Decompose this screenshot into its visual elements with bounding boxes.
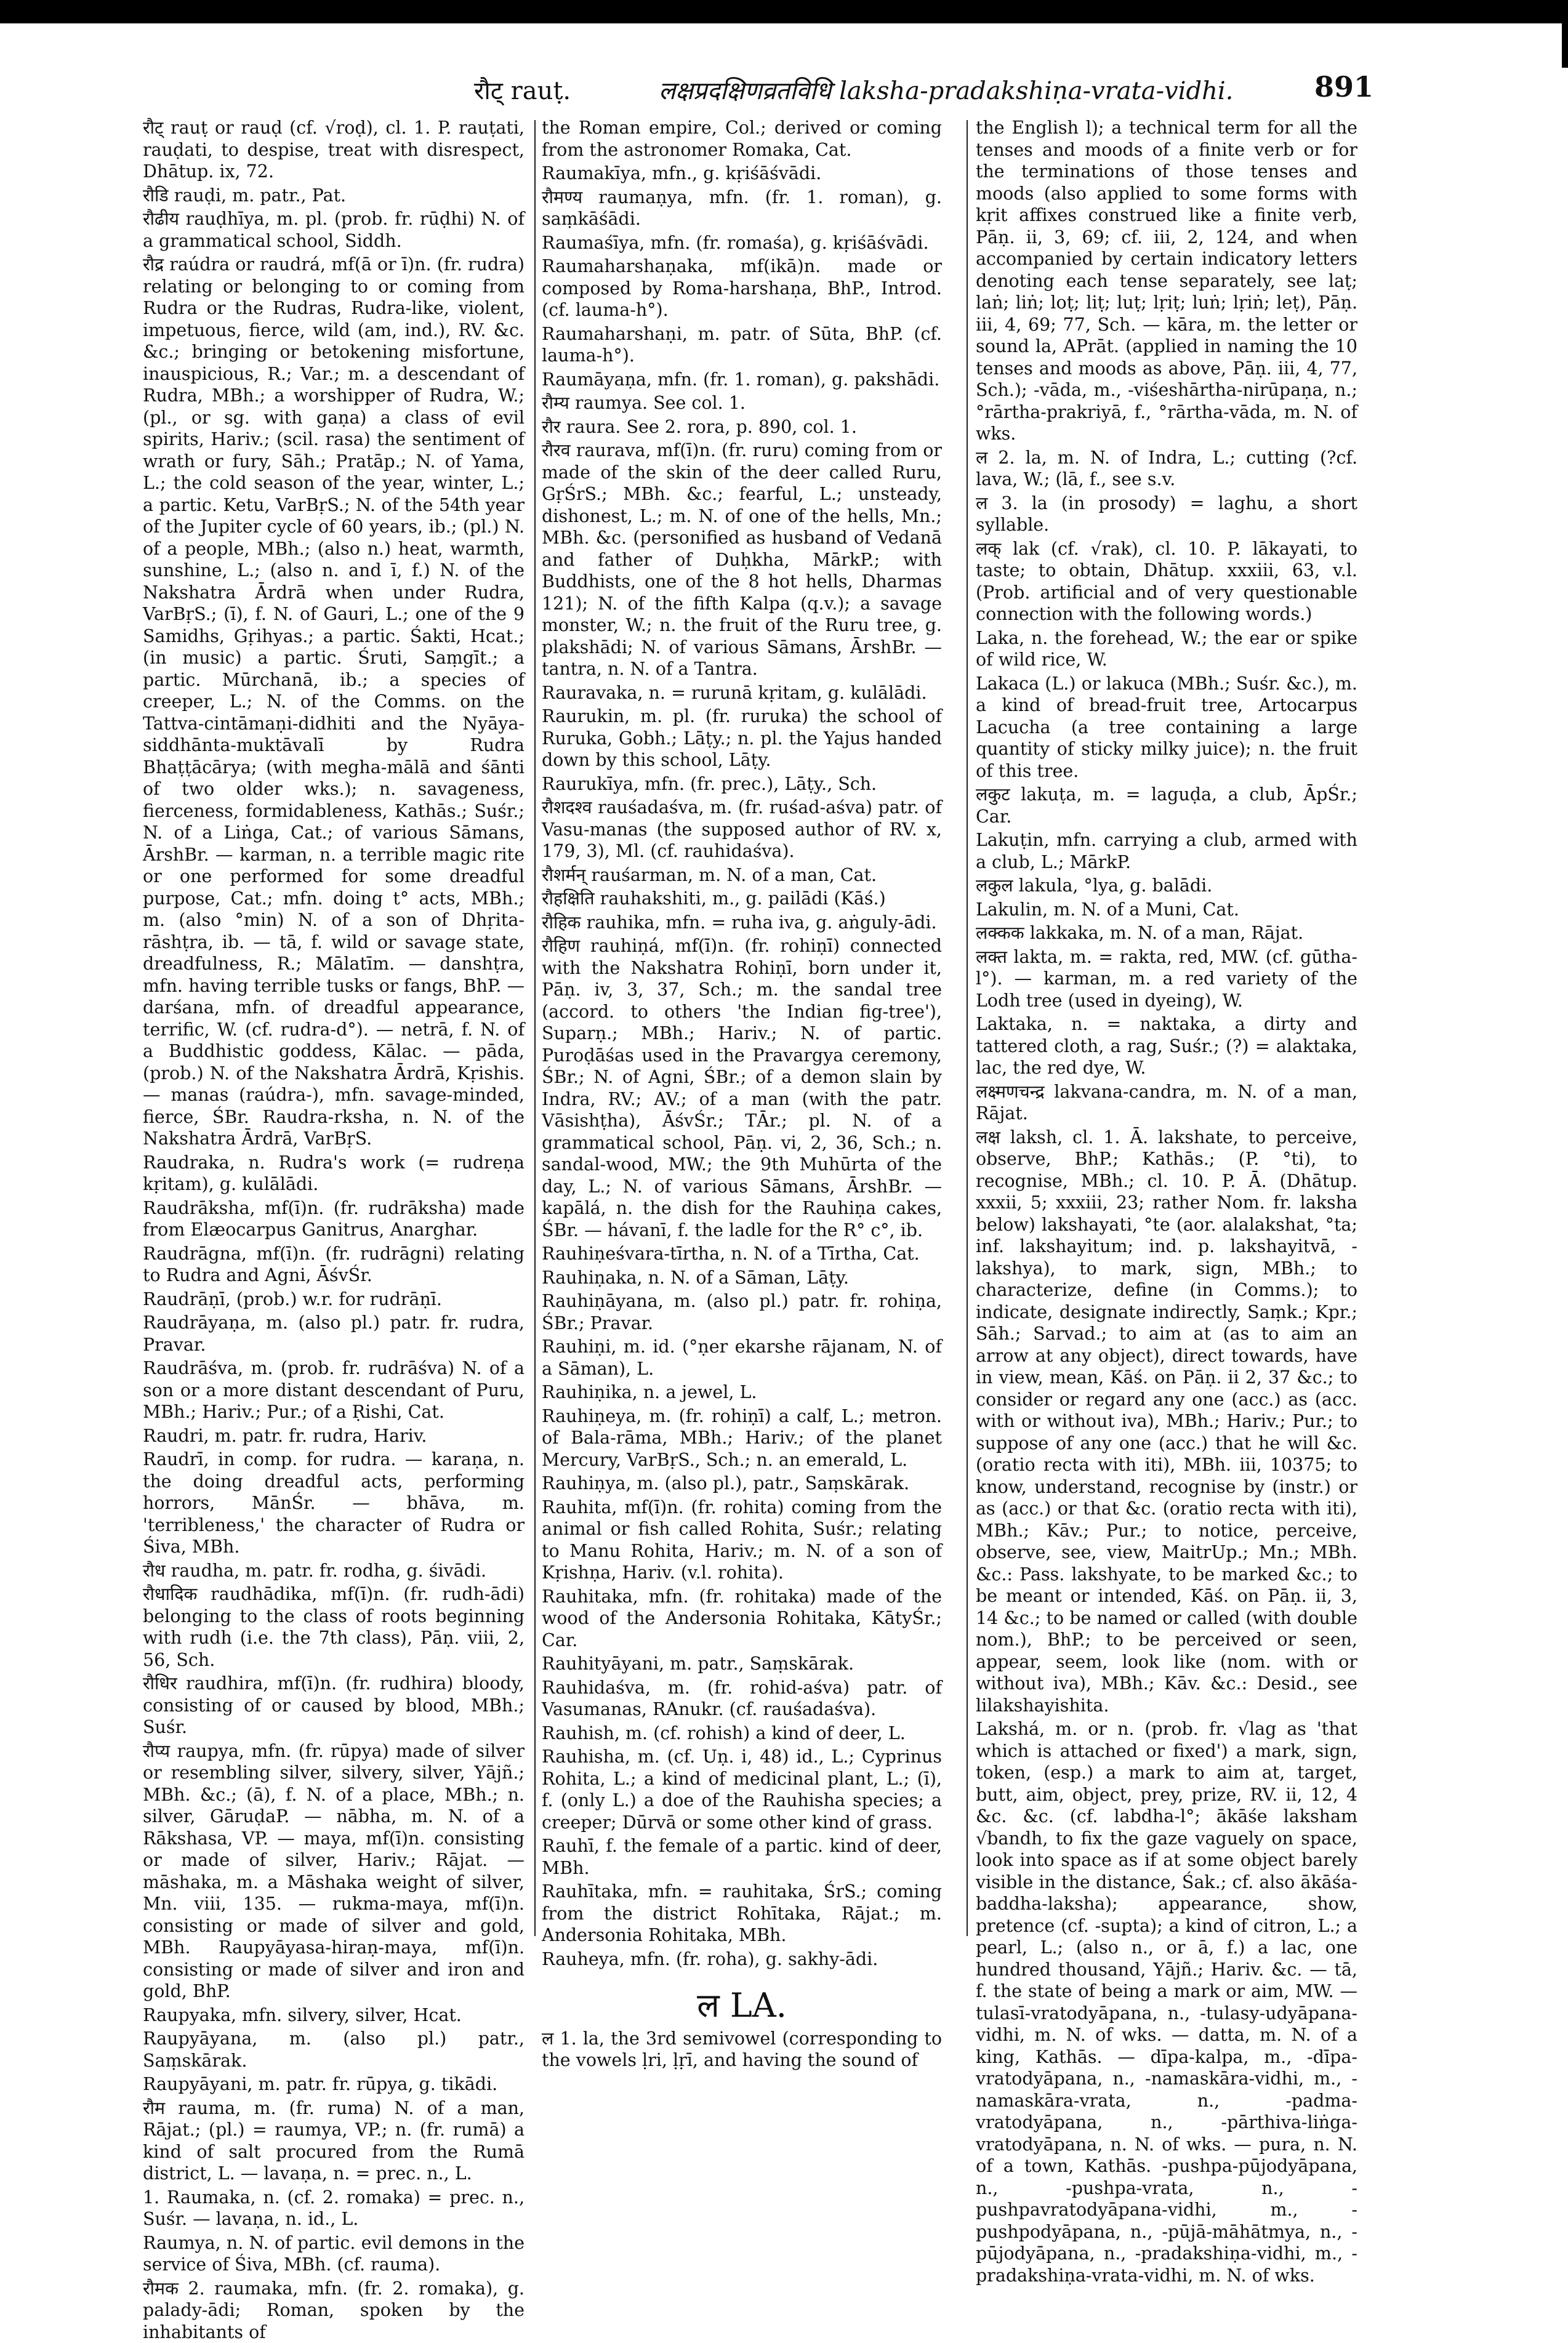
- section-heading: ल LA.: [542, 1995, 942, 2017]
- column-1: [143, 117, 525, 1982]
- top-scan-border: [0, 0, 1568, 23]
- dictionary-entry: रौहिक rauhika, mfn. = ruha iva, g. aṅguly-ādi.: [542, 912, 942, 934]
- dictionary-entry: Raupyāyana, m. (also pl.) patr., Saṃskārak.: [143, 2028, 525, 2072]
- column-divider: [967, 120, 968, 1936]
- dictionary-entry: लक्ष्मणचन्द्र lakvana-candra, m. N. of a man, Rājat.: [976, 1081, 1357, 1125]
- dictionary-entry: रौहक्षिति rauhakshiti, m., g. pailādi (Kāś.): [542, 888, 942, 910]
- column-divider: [534, 120, 536, 1936]
- column-3: [976, 117, 1357, 1982]
- dictionary-entry: Rauhiṇya, m. (also pl.), patr., Saṃskārak.: [542, 1473, 942, 1495]
- dictionary-entry: Raumāyaṇa, mfn. (fr. 1. roman), g. pakshādi.: [542, 369, 942, 391]
- dictionary-entry: लक्त lakta, m. = rakta, red, MW. (cf. gūtha-l°). — karman, m. a red variety of the Lodh tree (used in dyeing), W.: [976, 946, 1357, 1012]
- dictionary-entry: रौमण्य raumaṇya, mfn. (fr. 1. roman), g. saṃkāśādi.: [542, 187, 942, 230]
- dictionary-entry: Raudrāgna, mf(ī)n. (fr. rudrāgni) relating to Rudra and Agni, ĀśvŚr.: [143, 1243, 525, 1287]
- dictionary-entry: the English l); a technical term for all the tenses and moods of a finite verb or for the terminations of those tenses and moods (also applied to some forms with kṛit affixes construed like a finite verb, Pāṇ. ii, 3, 69; cf. iii, 2, 124, and when accompanied by certain indicatory letters denoting each tense separately, see laṭ; laṅ; liṅ; loṭ; liṭ; luṭ; lṛiṭ; luṅ; lṛiṅ; leṭ), Pāṇ. iii, 4, 69; 77, Sch. — kāra, m. the letter or sound la, APrāt. (applied in naming the 10 tenses and moods as above, Pāṇ. iii, 4, 77, Sch.); -vāda, m., -viśeshārtha-nirūpaṇa, n.; °rārtha-prakriyā, f., °rārtha-vāda, m. N. of wks.: [976, 117, 1357, 445]
- dictionary-entry: Laktaka, n. = naktaka, a dirty and tattered cloth, a rag, Suśr.; (?) = alaktaka, lac, the red dye, W.: [976, 1013, 1357, 1079]
- dictionary-entry: रौधिर raudhira, mf(ī)n. (fr. rudhira) bloody, consisting of or caused by blood, MBh.; Suśr.: [143, 1673, 525, 1738]
- dictionary-entry: Raudrāṇī, (prob.) w.r. for rudrāṇī.: [143, 1288, 525, 1311]
- dictionary-entry: Rauhiṇeya, m. (fr. rohiṇī) a calf, L.; metron. of Bala-rāma, MBh.; Hariv.; of the planet Mercury, VarBṛS., Sch.; n. an emerald, L.: [542, 1405, 942, 1471]
- right-scan-border: [1562, 0, 1568, 68]
- dictionary-entry: Rauhītaka, mfn. = rauhitaka, ŚrS.; coming from the district Rohītaka, Rājat.; m. Andersonia Rohitaka, MBh.: [542, 1881, 942, 1947]
- page-number: 891: [1314, 70, 1373, 103]
- dictionary-entry: रौट् rauṭ or rauḍ (cf. √roḍ), cl. 1. P. rauṭati, rauḍati, to despise, treat with disrespect, Dhātup. ix, 72.: [143, 117, 525, 183]
- dictionary-entry: रौम्य raumya. See col. 1.: [542, 392, 942, 414]
- dictionary-entry: Rauhī, f. the female of a partic. kind of deer, MBh.: [542, 1835, 942, 1879]
- dictionary-entry: Lakaca (L.) or lakuca (MBh.; Suśr. &c.), m. a kind of bread-fruit tree, Artocarpus Lacucha (a tree containing a large quantity of sticky milky juice); n. the fruit of this tree.: [976, 673, 1357, 782]
- dictionary-entry: Rauhisha, m. (cf. Uṇ. i, 48) id., L.; Cyprinus Rohita, L.; a kind of medicinal plant, L.; (ī), f. (only L.) a doe of the Rauhisha species; a creeper; Dūrvā or some other kind of grass.: [542, 1746, 942, 1833]
- dictionary-entry: रौहिण rauhiṇá, mf(ī)n. (fr. rohiṇī) connected with the Nakshatra Rohiṇī, born under it, Pāṇ. iv, 3, 37, Sch.; m. the sandal tree (accord. to others 'the Indian fig-tree'), Suparṇ.; MBh.; Hariv.; N. of partic. Puroḍāśas used in the Pravargya ceremony, ŚBr.; N. of Agni, ŚBr.; of a demon slain by Indra, RV.; AV.; of a man (with the patr. Vāsishṭha), ĀśvŚr.; TĀr.; pl. N. of a grammatical school, Pāṇ. vi, 2, 36, Sch.; n. sandal-wood, MW.; the 9th Muhūrta of the day, L.; N. of various Sāmans, ĀrshBr. — kapālá, n. the dish for the Rauhiṇa cakes, ŚBr. — hávanī, f. the ladle for the R° c°, ib.: [542, 935, 942, 1241]
- dictionary-entry: Raurukīya, mfn. (fr. prec.), Lāṭy., Sch.: [542, 773, 942, 795]
- dictionary-entry: Rauhiṇi, m. id. (°ṇer ekarshe rājanam, N. of a Sāman), L.: [542, 1336, 942, 1380]
- dictionary-entry: लकुट lakuṭa, m. = laguḍa, a club, ĀpŚr.; Car.: [976, 784, 1357, 827]
- header-right-guideword: लक्षप्रदक्षिणव्रतविधि laksha-pradakshiṇa-vrata-vidhi.: [659, 73, 1233, 107]
- dictionary-entry: लक्कक lakkaka, m. N. of a man, Rājat.: [976, 922, 1357, 944]
- page-header: [0, 73, 1568, 110]
- dictionary-entry: रौमक 2. raumaka, mfn. (fr. 2. romaka), g. palady-ādi; Roman, spoken by the inhabitants of: [143, 2278, 525, 2343]
- dictionary-entry: Lakulin, m. N. of a Muni, Cat.: [976, 899, 1357, 921]
- dictionary-entry: Rauhityāyani, m. patr., Saṃskārak.: [542, 1653, 942, 1675]
- dictionary-entry: Raumaśīya, mfn. (fr. romaśa), g. kṛiśāśvādi.: [542, 232, 942, 254]
- dictionary-entry: रौद्र raúdra or raudrá, mf(ā or ī)n. (fr. rudra) relating or belonging to or coming from Rudra or the Rudras, Rudra-like, violent, impetuous, fierce, wild (am, ind.), RV. &c. &c.; bringing or betokening misfortune, inauspicious, R.; Var.; m. a descendant of Rudra, MBh.; a worshipper of Rudra, W.; (pl., or sg. with gaṇa) a class of evil spirits, Hariv.; (scil. rasa) the sentiment of wrath or fury, Sāh.; Pratāp.; N. of Yama, L.; the cold season of the year, winter, L.; a partic. Ketu, VarBṛS.; N. of the 54th year of the Jupiter cycle of 60 years, ib.; (pl.) N. of a people, MBh.; (also n.) heat, warmth, sunshine, L.; (also n. and ī, f.) N. of the Nakshatra Ārdrā when under Rudra, VarBṛS.; (ī), f. N. of Gauri, L.; one of the 9 Samidhs, Gṛihyas.; a partic. Śakti, Hcat.; (in music) a partic. Śruti, Saṃgīt.; a partic. Mūrchanā, ib.; a species of creeper, L.; N. of the Comms. on the Tattva-cintāmaṇi-didhiti and the Nyāya-siddhānta-muktāvalī by Rudra Bhaṭṭācārya; (with megha-mālā and śānti of two older wks.); n. savageness, fierceness, formidableness, Kathās.; Suśr.; N. of a Liṅga, Cat.; of various Sāmans, ĀrshBr. — karman, n. a terrible magic rite or one performed for some dreadful purpose, Cat.; mfn. doing t° acts, MBh.; m. (also °min) N. of a son of Dhṛita-rāshṭra, ib. — tā, f. wild or savage state, dreadfulness, R.; Mālatīm. — danshṭra, mfn. having terrible tusks or fangs, BhP. — darśana, mfn. of dreadful appearance, terrific, W. (cf. rudra-d°). — netrā, f. N. of a Buddhistic goddess, Kālac. — pāda, (prob.) N. of the Nakshatra Ārdrā, Kṛishis. — manas (raúdra-), mfn. savage-minded, fierce, ŚBr. Raudra-rksha, n. N. of the Nakshatra Ārdrā, VarBṛS.: [143, 254, 525, 1150]
- dictionary-entry: Lakshá, m. or n. (prob. fr. √lag as 'that which is attached or fixed') a mark, sign, token, (esp.) a mark to aim at, target, butt, aim, object, prey, prize, RV. ii, 12, 4 &c. &c. (cf. labdha-l°; ākāśe laksham √bandh, to fix the gaze vaguely on space, look into space as if at some object barely visible in the distance, Śak.; cf. also ākāśa-baddha-laksha); appearance, show, pretence (cf. -supta); a kind of citron, L.; a pearl, L.; (also n., or ā, f.) a lac, one hundred thousand, Yājñ.; Hariv. &c. — tā, f. the state of being a mark or aim, MW. — tulasī-vratodyāpana, n., -tulasy-udyāpana-vidhi, m. N. of wks. — datta, m. N. of a king, Kathās. — dīpa-kalpa, m., -dīpa-vratodyāpana, n., -namaskāra-vidhi, m., -namaskāra-vrata, n., -padma-vratodyāpana, n., -pārthiva-liṅga-vratodyāpana, n. N. of wks. — pura, n. N. of a town, Kathās. -pushpa-pūjodyāpana, n., -pushpa-vrata, n., -pushpavratodyāpana-vidhi, m., -pushpodyāpana, n., -pūjā-māhātmya, n., -pūjodyāpana, n., -pradakshiṇa-vidhi, m., -pradakshiṇa-vrata-vidhi, m. N. of wks.: [976, 1718, 1357, 2286]
- dictionary-entry: लक्ष laksh, cl. 1. Ā. lakshate, to perceive, observe, BhP.; Kathās.; (P. °ti), to recognise, MBh.; cl. 10. P. Ā. (Dhātup. xxxii, 5; xxxiii, 23; rather Nom. fr. laksha below) lakshayati, °te (aor. alalakshat, °ta; inf. lakshayitum; ind. p. lakshayitvā, -lakshya), to mark, sign, MBh.; to characterize, define (in Comms.); to indicate, designate indirectly, Saṃk.; Kpr.; Sāh.; Sarvad.; to aim at (as to aim an arrow at any object), direct towards, have in view, mean, Kāś. on Pāṇ. ii 2, 37 &c.; to consider or regard any one (acc.) as (acc. with or without iva), MBh.; Hariv.; Pur.; to suppose of any one (acc.) that he will &c. (oratio recta with iti), MBh. iii, 10375; to know, understand, recognise by (instr.) or as (acc.) or that &c. (oratio recta with iti), MBh.; Kāv.; Pur.; to notice, perceive, observe, see, view, MaitrUp.; Mn.; MBh. &c.: Pass. lakshyate, to be marked &c.; to be meant or intended, Kāś. on Pāṇ. ii, 3, 14 &c.; to be named or called (with double nom.), BhP.; to be perceived or seen, appear, seem, look like (nom. with or without iva), MBh.; Kāv. &c.: Desid., see lilakshayishita.: [976, 1127, 1357, 1717]
- dictionary-entry: Raudri, m. patr. fr. rudra, Hariv.: [143, 1425, 525, 1447]
- dictionary-entry: रौरव raurava, mf(ī)n. (fr. ruru) coming from or made of the skin of the deer called Ruru, GṛŚrS.; MBh. &c.; fearful, L.; unsteady, dishonest, L.; m. N. of one of the hells, Mn.; MBh. &c. (personified as husband of Vedanā and father of Duḥkha, MārkP.; with Buddhists, one of the 8 hot hells, Dharmas 121); N. of the fifth Kalpa (q.v.); a savage monster, W.; n. the fruit of the Ruru tree, g. plakshādi; N. of various Sāmans, ĀrshBr. — tantra, n. N. of a Tantra.: [542, 440, 942, 680]
- dictionary-entry: Rauhiṇaka, n. N. of a Sāman, Lāṭy.: [542, 1267, 942, 1289]
- dictionary-entry: Laka, n. the forehead, W.; the ear or spike of wild rice, W.: [976, 627, 1357, 671]
- dictionary-entry: Raurukin, m. pl. (fr. ruruka) the school of Ruruka, Gobh.; Lāṭy.; n. pl. the Yajus handed down by this school, Lāṭy.: [542, 705, 942, 771]
- dictionary-entry: Raudraka, n. Rudra's work (= rudreṇa kṛitam), g. kulālādi.: [143, 1152, 525, 1196]
- dictionary-entry: रौशर्मन् rauśarman, m. N. of a man, Cat.: [542, 864, 942, 886]
- dictionary-entry: Rauhitaka, mfn. (fr. rohitaka) made of the wood of the Andersonia Rohitaka, KātyŚr.; Car.: [542, 1586, 942, 1652]
- dictionary-entry: Raumakīya, mfn., g. kṛiśāśvādi.: [542, 163, 942, 185]
- dictionary-entry: रौढीय rauḍhīya, m. pl. (prob. fr. rūḍhi) N. of a grammatical school, Siddh.: [143, 208, 525, 252]
- dictionary-entry: 1. Raumaka, n. (cf. 2. romaka) = prec. n., Suśr. — lavaṇa, n. id., L.: [143, 2187, 525, 2230]
- dictionary-entry: Rauhish, m. (cf. rohish) a kind of deer, L.: [542, 1722, 942, 1745]
- dictionary-entry: Rauhidaśva, m. (fr. rohid-aśva) patr. of Vasumanas, RAnukr. (cf. rauśadaśva).: [542, 1677, 942, 1721]
- header-left-guideword: रौट् rauṭ.: [474, 73, 571, 107]
- dictionary-entry: Raupyāyani, m. patr. fr. rūpya, g. tikādi.: [143, 2073, 525, 2096]
- dictionary-entry: Raumaharshaṇi, m. patr. of Sūta, BhP. (cf. lauma-h°).: [542, 323, 942, 367]
- dictionary-entry: Raumya, n. N. of partic. evil demons in the service of Śiva, MBh. (cf. rauma).: [143, 2232, 525, 2276]
- dictionary-entry: ल 2. la, m. N. of Indra, L.; cutting (?cf. lava, W.; (lā, f., see s.v.: [976, 447, 1357, 491]
- dictionary-entry: Raumaharshaṇaka, mf(ikā)n. made or composed by Roma-harshaṇa, BhP., Introd. (cf. lauma-h°).: [542, 255, 942, 321]
- dictionary-entry: रौर raura. See 2. rora, p. 890, col. 1.: [542, 416, 942, 438]
- dictionary-entry: रौशदश्व rauśadaśva, m. (fr. ruśad-aśva) patr. of Vasu-manas (the supposed author of RV. x, 179, 3), Ml. (cf. rauhidaśva).: [542, 797, 942, 862]
- dictionary-entry: रौडि rauḍi, m. patr., Pat.: [143, 185, 525, 207]
- dictionary-entry: लक् lak (cf. √rak), cl. 10. P. lākayati, to taste; to obtain, Dhātup. xxxiii, 63, v.l. (Prob. artificial and of very questionable connection with the following words.): [976, 538, 1357, 625]
- dictionary-entry: Rauhita, mf(ī)n. (fr. rohita) coming from the animal or fish called Rohita, Suśr.; relating to Manu Rohita, Hariv.; m. N. of a son of Kṛishṇa, Hariv. (v.l. rohita).: [542, 1497, 942, 1584]
- dictionary-entry: Lakuṭin, mfn. carrying a club, armed with a club, L.; MārkP.: [976, 829, 1357, 873]
- dictionary-entry: Raudrāśva, m. (prob. fr. rudrāśva) N. of a son or a more distant descendant of Puru, MBh.; Hariv.; Pur.; of a Ṛishi, Cat.: [143, 1357, 525, 1423]
- dictionary-entry: रौप्य raupya, mfn. (fr. rūpya) made of silver or resembling silver, silvery, silver, Yājñ.; MBh. &c.; (ā), f. N. of a place, MBh.; n. silver, GāruḍaP. — nābha, m. N. of a Rākshasa, VP. — maya, mf(ī)n. consisting or made of silver, Hariv.; Rājat. — māshaka, m. a Māshaka weight of silver, Mn. viii, 135. — rukma-maya, mf(ī)n. consisting or made of silver and gold, MBh. Raupyāyasa-hiraṇ-maya, mf(ī)n. consisting or made of silver and iron and gold, BhP.: [143, 1740, 525, 2003]
- dictionary-entry: the Roman empire, Col.; derived or coming from the astronomer Romaka, Cat.: [542, 117, 942, 161]
- dictionary-entry: रौम rauma, m. (fr. ruma) N. of a man, Rājat.; (pl.) = raumya, VP.; n. (fr. rumā) a kind of salt procured from the Rumā district, L. — lavaṇa, n. = prec. n., L.: [143, 2097, 525, 2185]
- dictionary-entry: ल 3. la (in prosody) = laghu, a short syllable.: [976, 492, 1357, 536]
- column-2: [542, 117, 942, 1982]
- dictionary-entry: Raupyaka, mfn. silvery, silver, Hcat.: [143, 2004, 525, 2027]
- dictionary-entry: रौधादिक raudhādika, mf(ī)n. (fr. rudh-ādi) belonging to the class of roots beginning with rudh (i.e. the 7th class), Pāṇ. viii, 2, 56, Sch.: [143, 1583, 525, 1671]
- dictionary-entry: Raudrāksha, mf(ī)n. (fr. rudrāksha) made from Elæocarpus Ganitrus, Anarghar.: [143, 1197, 525, 1241]
- dictionary-entry: Rauhiṇika, n. a jewel, L.: [542, 1381, 942, 1404]
- dictionary-entry: Rauravaka, n. = rurunā kṛitam, g. kulālādi.: [542, 682, 942, 704]
- dictionary-entry: लकुल lakula, °lya, g. balādi.: [976, 875, 1357, 897]
- dictionary-entry: Rauhiṇeśvara-tīrtha, n. N. of a Tīrtha, Cat.: [542, 1243, 942, 1265]
- dictionary-entry: Rauheya, mfn. (fr. roha), g. sakhy-ādi.: [542, 1948, 942, 1971]
- dictionary-entry: रौध raudha, m. patr. fr. rodha, g. śivādi.: [143, 1560, 525, 1582]
- dictionary-entry: Raudrāyaṇa, m. (also pl.) patr. fr. rudra, Pravar.: [143, 1312, 525, 1356]
- dictionary-entry: ल 1. la, the 3rd semivowel (corresponding to the vowels ḷri, ḷṛī, and having the sound of: [542, 2028, 942, 2072]
- dictionary-entry: Rauhiṇāyana, m. (also pl.) patr. fr. rohiṇa, ŚBr.; Pravar.: [542, 1290, 942, 1334]
- dictionary-entry: Raudrī, in comp. for rudra. — karaṇa, n. the doing dreadful acts, performing horrors, MānŚr. — bhāva, m. 'terribleness,' the character of Rudra or Śiva, MBh.: [143, 1449, 525, 1558]
